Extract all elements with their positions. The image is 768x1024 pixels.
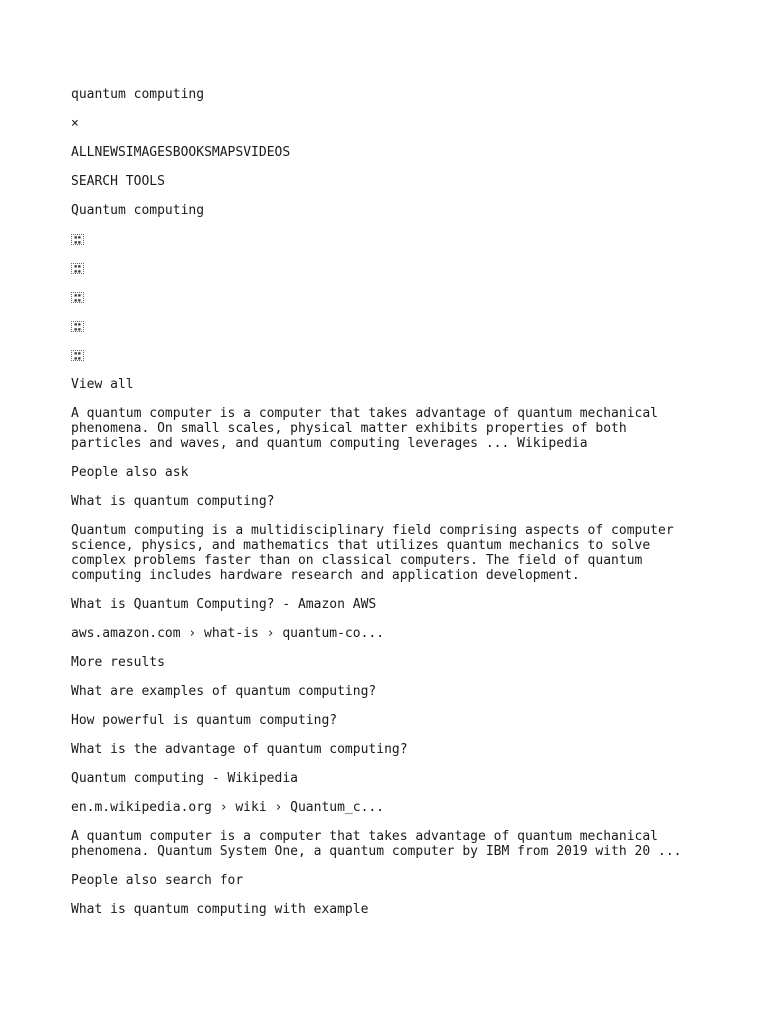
knowledge-panel-image[interactable] bbox=[71, 261, 697, 276]
paa-question[interactable]: How powerful is quantum computing? bbox=[71, 713, 338, 728]
clear-search-icon[interactable]: × bbox=[71, 116, 79, 131]
related-search-item[interactable]: What is quantum computing with example bbox=[71, 902, 369, 917]
tab-news[interactable]: NEWS bbox=[94, 145, 126, 160]
tab-all[interactable]: ALL bbox=[71, 145, 95, 160]
tab-images[interactable]: IMAGES bbox=[125, 145, 173, 160]
result-snippet: A quantum computer is a computer that takes advantage of quantum mechanical phenomena. Quantum System One, a quantum computer by IBM from 2019 with 20 ... bbox=[71, 829, 682, 859]
result-url[interactable]: en.m.wikipedia.org › wiki › Quantum_c... bbox=[71, 800, 385, 815]
paa-source-url[interactable]: aws.amazon.com › what-is › quantum-co... bbox=[71, 626, 385, 641]
search-tabs bbox=[71, 145, 697, 160]
paa-question[interactable]: What is the advantage of quantum computing? bbox=[71, 742, 408, 757]
paa-source-title[interactable]: What is Quantum Computing? - Amazon AWS bbox=[71, 597, 377, 612]
knowledge-panel-image[interactable] bbox=[71, 290, 697, 305]
knowledge-panel-image[interactable] bbox=[71, 319, 697, 334]
image-placeholder-icon[interactable]: ▪▪ ▪▪ bbox=[71, 263, 84, 274]
knowledge-panel-image[interactable] bbox=[71, 348, 697, 363]
knowledge-panel-description: A quantum computer is a computer that takes advantage of quantum mechanical phenomena. On small scales, physical matter exhibits properties of both particles and waves, and quantum computing leverages ... Wikipedia bbox=[71, 406, 658, 451]
search-tools-button[interactable]: SEARCH TOOLS bbox=[71, 174, 165, 189]
more-results-button[interactable]: More results bbox=[71, 655, 165, 670]
image-placeholder-icon[interactable]: ▪▪ ▪▪ bbox=[71, 234, 84, 245]
paa-question-expanded[interactable]: What is quantum computing? bbox=[71, 494, 275, 509]
tab-books[interactable]: BOOKS bbox=[172, 145, 212, 160]
people-also-ask-heading: People also ask bbox=[71, 465, 189, 480]
tab-videos[interactable]: VIDEOS bbox=[243, 145, 291, 160]
tab-maps[interactable]: MAPS bbox=[211, 145, 244, 160]
knowledge-panel-title: Quantum computing bbox=[71, 203, 205, 218]
paa-question[interactable]: What are examples of quantum computing? bbox=[71, 684, 377, 699]
image-placeholder-icon[interactable]: ▪▪ ▪▪ bbox=[71, 350, 84, 361]
result-title[interactable]: Quantum computing - Wikipedia bbox=[71, 771, 298, 786]
image-placeholder-icon[interactable]: ▪▪ ▪▪ bbox=[71, 321, 84, 332]
people-also-search-heading: People also search for bbox=[71, 873, 244, 888]
view-all-images-link[interactable]: View all bbox=[71, 377, 134, 392]
paa-answer: Quantum computing is a multidisciplinary field comprising aspects of computer science, physics, and mathematics that utilizes quantum mechanics to solve complex problems faster than on classical computers. The field of quantum computing includes hardware research and application development. bbox=[71, 523, 674, 583]
knowledge-panel-image[interactable] bbox=[71, 232, 697, 247]
search-query[interactable]: quantum computing bbox=[71, 87, 205, 102]
image-placeholder-icon[interactable]: ▪▪ ▪▪ bbox=[71, 292, 84, 303]
